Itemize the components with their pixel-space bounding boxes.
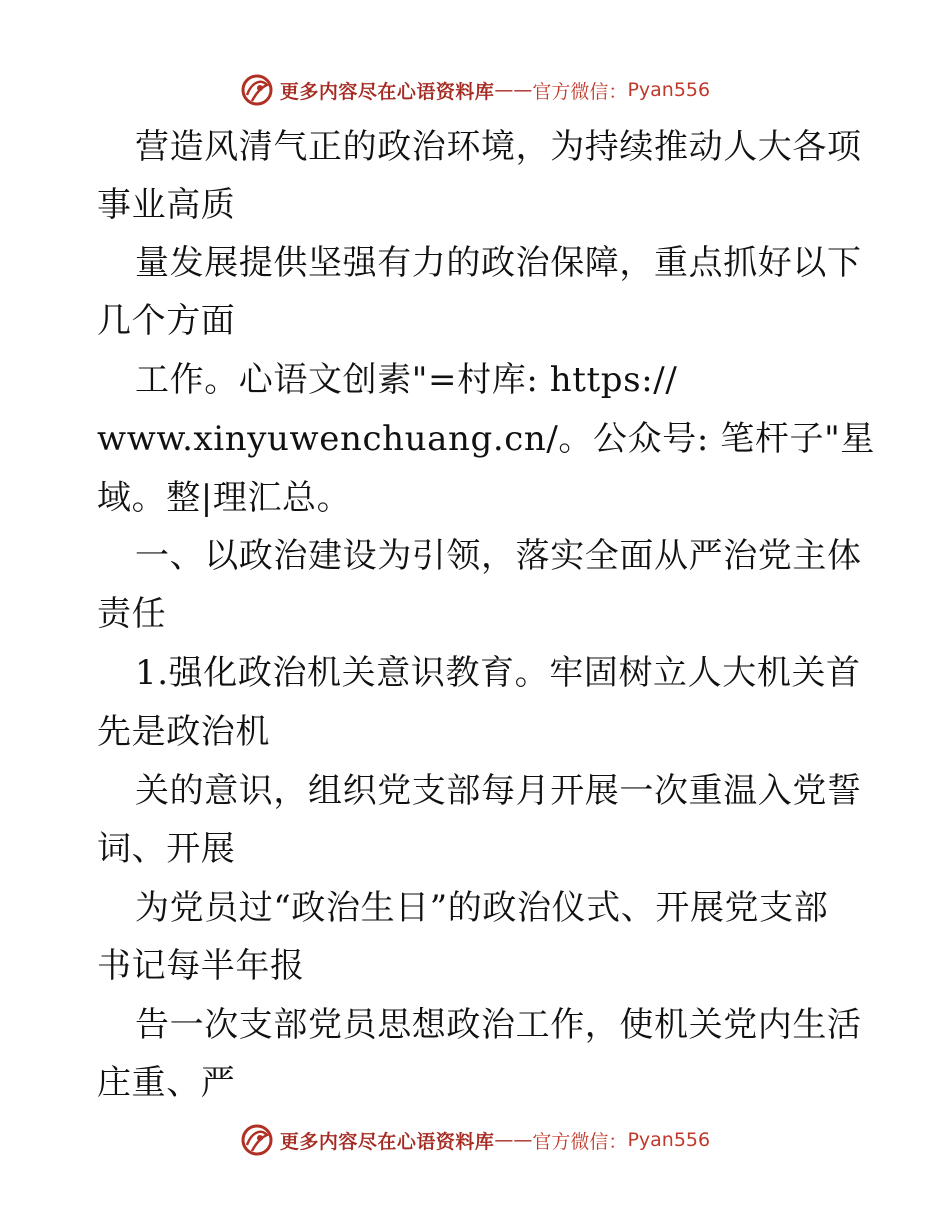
body-line: 工作。心语文创素"=村库: https:// (135, 360, 678, 400)
banner-separator: —— (494, 79, 533, 101)
body-line: 为党员过“政治生日”的政治仪式、开展党支部 (135, 888, 829, 928)
body-line: 书记每半年报 (97, 946, 305, 986)
signature-logo-icon (240, 1123, 274, 1157)
banner-main-text: 更多内容尽在心语资料库 (279, 1130, 495, 1153)
footer-watermark-banner (0, 1120, 950, 1160)
body-line: 责任 (97, 594, 167, 634)
banner-wechat-id: Pyan556 (627, 79, 711, 101)
body-line: 关的意识，组织党支部每月开展一次重温入党誓 (135, 771, 862, 811)
banner-wechat-label: 官方微信： (532, 1130, 628, 1153)
body-line: 域。整|理汇总。 (97, 478, 352, 518)
body-line: 一、以政治建设为引领，落实全面从严治党主体 (135, 536, 862, 576)
body-line: 1.强化政治机关意识教育。牢固树立人大机关首 (135, 653, 861, 693)
body-line: 词、开展 (97, 829, 236, 869)
body-line: 告一次支部党员思想政治工作，使机关党内生活 (135, 1005, 862, 1045)
body-line: 事业高质 (97, 185, 236, 225)
body-line: www.xinyuwenchuang.cn/。公众号: 笔杆子"星 (97, 419, 875, 459)
body-line: 庄重、严 (97, 1063, 236, 1103)
body-line: 先是政治机 (97, 712, 270, 752)
body-line: 量发展提供坚强有力的政治保障，重点抓好以下 (135, 243, 862, 283)
body-line: 几个方面 (97, 301, 236, 341)
body-line: 营造风清气正的政治环境，为持续推动人大各项 (135, 127, 862, 167)
banner-separator: —— (494, 1129, 533, 1151)
banner-main-text: 更多内容尽在心语资料库 (279, 80, 495, 103)
banner-wechat-label: 官方微信： (532, 80, 628, 103)
banner-wechat-id: Pyan556 (627, 1129, 711, 1151)
